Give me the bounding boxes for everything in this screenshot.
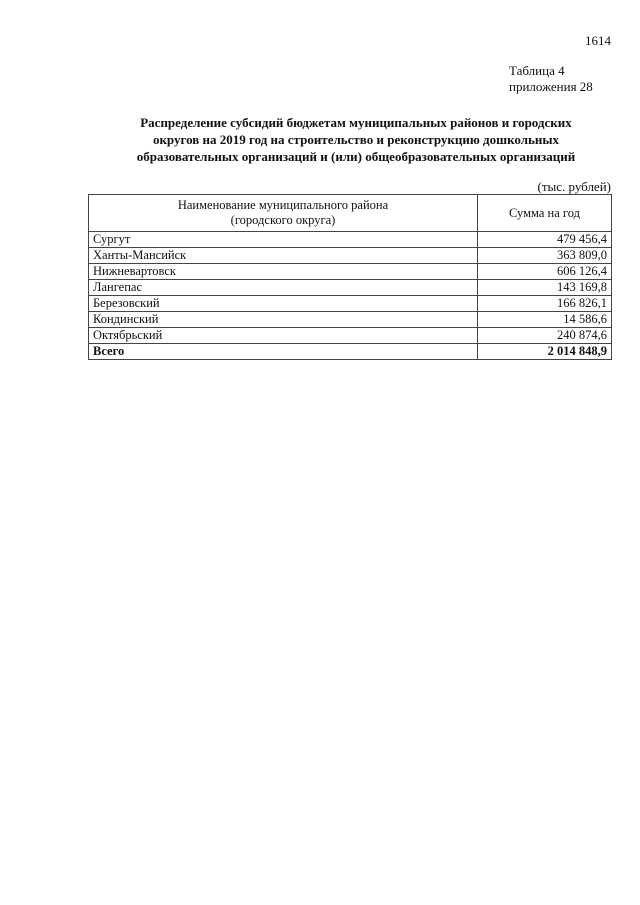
- row-name: Кондинский: [89, 312, 478, 328]
- table-row: [89, 248, 612, 264]
- table-row: [89, 232, 612, 248]
- row-name: Нижневартовск: [89, 264, 478, 280]
- row-name: Ханты-Мансийск: [89, 248, 478, 264]
- row-name: Сургут: [89, 232, 478, 248]
- column-header-amount: Сумма на год: [478, 195, 612, 232]
- table-row: [89, 264, 612, 280]
- units-label: (тыс. рублей): [537, 179, 611, 194]
- row-amount: 143 169,8: [478, 280, 612, 296]
- row-amount: 479 456,4: [478, 232, 612, 248]
- table-row: [89, 328, 612, 344]
- title-line-1: Распределение субсидий бюджетам муниципальных районов и городских: [140, 115, 572, 130]
- total-row: [89, 344, 612, 360]
- title-line-3: образовательных организаций и (или) общеобразовательных организаций: [136, 149, 576, 164]
- row-amount: 166 826,1: [478, 296, 612, 312]
- table-reference-line-2: приложения 28: [509, 79, 593, 94]
- table-header-row: [89, 195, 612, 232]
- table-row: [89, 280, 612, 296]
- page-number: 1614: [585, 33, 611, 48]
- row-name: Октябрьский: [89, 328, 478, 344]
- row-amount: 363 809,0: [478, 248, 612, 264]
- subsidy-table: [88, 194, 612, 360]
- column-header-name: [89, 195, 478, 232]
- row-amount: 606 126,4: [478, 264, 612, 280]
- column-header-name-line-1: Наименование муниципального района: [177, 198, 389, 212]
- table-row: [89, 312, 612, 328]
- table-reference-line-1: Таблица 4: [509, 63, 565, 78]
- row-name: Лангепас: [89, 280, 478, 296]
- table-row: [89, 296, 612, 312]
- table-reference: [509, 63, 593, 95]
- row-name: Березовский: [89, 296, 478, 312]
- title-line-2: округов на 2019 год на строительство и реконструкцию дошкольных: [152, 132, 560, 147]
- total-label: Всего: [89, 344, 478, 360]
- total-amount: 2 014 848,9: [478, 344, 612, 360]
- row-amount: 14 586,6: [478, 312, 612, 328]
- column-header-name-line-2: (городского округа): [230, 213, 336, 227]
- row-amount: 240 874,6: [478, 328, 612, 344]
- document-title: [100, 114, 612, 165]
